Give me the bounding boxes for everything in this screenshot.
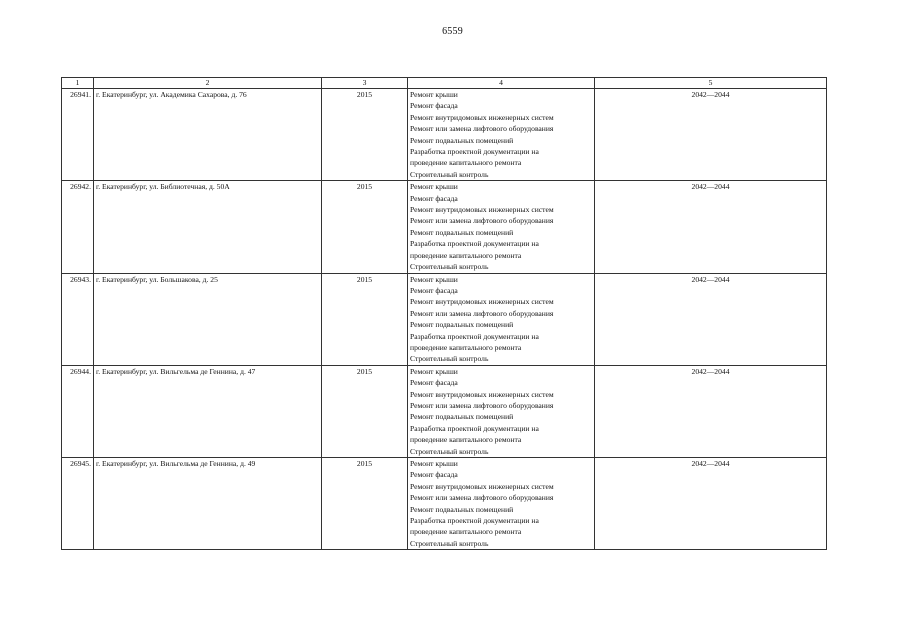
period-cell: 2042—2044 (595, 365, 827, 457)
year-cell: 2015 (322, 365, 408, 457)
works-cell (408, 181, 595, 273)
work-item: Ремонт крыши (410, 274, 458, 284)
works-cell (408, 365, 595, 457)
work-item: проведение капитального ремонта (410, 250, 522, 260)
work-item: проведение капитального ремонта (410, 342, 522, 352)
column-header-4: 4 (408, 78, 595, 89)
work-item: Ремонт внутридомовых инженерных систем (410, 389, 554, 399)
works-cell (408, 458, 595, 550)
row-number: 26943. (62, 273, 94, 365)
column-header-2: 2 (94, 78, 322, 89)
period-cell: 2042—2044 (595, 181, 827, 273)
table-row (62, 181, 827, 273)
work-item: Ремонт крыши (410, 182, 458, 192)
work-item: Ремонт подвальных помещений (410, 135, 514, 145)
work-item: Ремонт внутридомовых инженерных систем (410, 112, 554, 122)
row-number: 26942. (62, 181, 94, 273)
year-cell: 2015 (322, 181, 408, 273)
year-cell: 2015 (322, 273, 408, 365)
work-item: Ремонт или замена лифтового оборудования (410, 308, 554, 318)
header-row (62, 78, 827, 89)
work-item: Ремонт фасада (410, 285, 458, 295)
row-number: 26945. (62, 458, 94, 550)
repair-schedule-table (61, 77, 827, 550)
work-item: проведение капитального ремонта (410, 435, 522, 445)
work-item: Ремонт крыши (410, 459, 458, 468)
table-row (62, 89, 827, 181)
work-item: Строительный контроль (410, 169, 489, 179)
table-row (62, 365, 827, 457)
work-item: Ремонт фасада (410, 193, 458, 203)
address-cell: г. Екатеринбург, ул. Вильгельма де Геннина, д. 49 (94, 458, 322, 550)
page-number: 6559 (442, 26, 463, 37)
work-item: Ремонт подвальных помещений (410, 504, 514, 514)
work-item: проведение капитального ремонта (410, 158, 522, 168)
period-cell: 2042—2044 (595, 458, 827, 550)
row-number: 26944. (62, 365, 94, 457)
work-item: Ремонт подвальных помещений (410, 320, 514, 330)
column-header-5: 5 (595, 78, 827, 89)
work-item: Разработка проектной документации на (410, 147, 539, 157)
year-cell: 2015 (322, 458, 408, 550)
work-item: Ремонт фасада (410, 101, 458, 111)
work-item: Ремонт подвальных помещений (410, 227, 514, 237)
address-cell: г. Екатеринбург, ул. Вильгельма де Геннина, д. 47 (94, 365, 322, 457)
work-item: Ремонт фасада (410, 378, 458, 388)
work-item: Ремонт или замена лифтового оборудования (410, 124, 554, 134)
table-header (62, 78, 827, 89)
work-item: Ремонт или замена лифтового оборудования (410, 493, 554, 503)
work-item: Разработка проектной документации на (410, 331, 539, 341)
work-item: Ремонт фасада (410, 470, 458, 480)
work-item: Ремонт или замена лифтового оборудования (410, 216, 554, 226)
work-item: Строительный контроль (410, 262, 489, 272)
work-item: Ремонт или замена лифтового оборудования (410, 400, 554, 410)
works-cell (408, 273, 595, 365)
address-cell: г. Екатеринбург, ул. Библиотечная, д. 50А (94, 181, 322, 273)
row-number: 26941. (62, 89, 94, 181)
work-item: Ремонт крыши (410, 366, 458, 376)
works-cell (408, 89, 595, 181)
work-item: Ремонт внутридомовых инженерных систем (410, 205, 554, 215)
column-header-3: 3 (322, 78, 408, 89)
work-item: Строительный контроль (410, 538, 489, 548)
work-item: Разработка проектной документации на (410, 423, 539, 433)
work-item: Ремонт подвальных помещений (410, 412, 514, 422)
year-cell: 2015 (322, 89, 408, 181)
column-header-1: 1 (62, 78, 94, 89)
address-cell: г. Екатеринбург, ул. Академика Сахарова, д. 76 (94, 89, 322, 181)
work-item: проведение капитального ремонта (410, 527, 522, 537)
work-item: Строительный контроль (410, 354, 489, 364)
work-item: Ремонт внутридомовых инженерных систем (410, 297, 554, 307)
work-item: Разработка проектной документации на (410, 516, 539, 526)
work-item: Строительный контроль (410, 446, 489, 456)
work-item: Ремонт внутридомовых инженерных систем (410, 481, 554, 491)
period-cell: 2042—2044 (595, 273, 827, 365)
table-row (62, 458, 827, 550)
period-cell: 2042—2044 (595, 89, 827, 181)
work-item: Разработка проектной документации на (410, 239, 539, 249)
table-row (62, 273, 827, 365)
address-cell: г. Екатеринбург, ул. Большакова, д. 25 (94, 273, 322, 365)
work-item: Ремонт крыши (410, 90, 458, 99)
table-body (62, 89, 827, 550)
